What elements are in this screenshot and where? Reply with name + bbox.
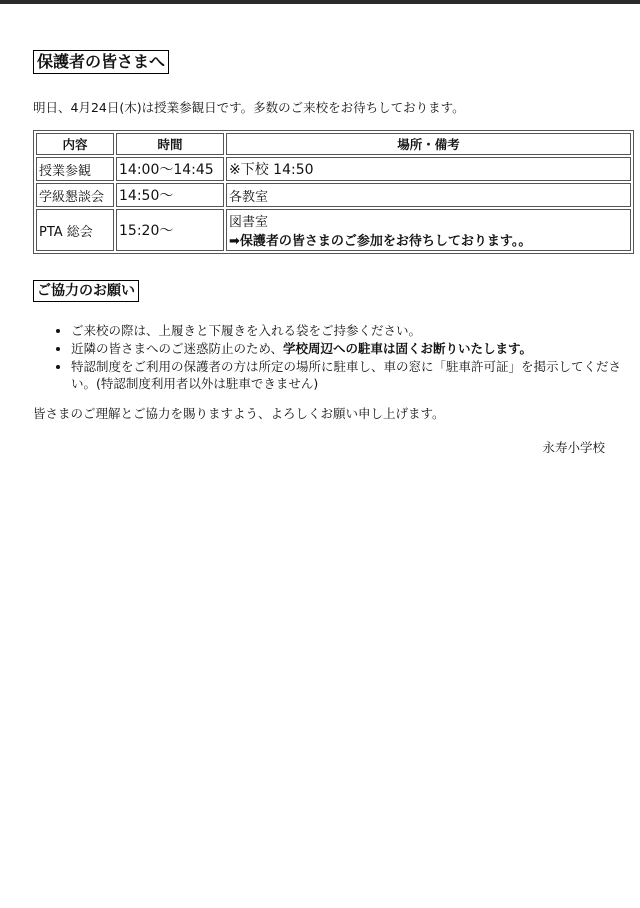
row-content: 学級懇談会	[36, 183, 114, 207]
top-bar	[0, 0, 640, 4]
school-signature: 永寿小学校	[542, 440, 605, 455]
document	[33, 50, 635, 456]
row-time: 14:50〜	[116, 183, 224, 207]
row-place: 各教室	[226, 183, 631, 207]
request-text: 近隣の皆さまへのご迷惑防止のため、	[71, 341, 284, 356]
schedule-table	[33, 130, 634, 254]
row-note: ➡保護者の皆さまのご参加をお待ちしております。。	[229, 234, 532, 249]
row-place-cell	[226, 209, 631, 251]
list-item	[71, 340, 635, 357]
table-header-row	[36, 133, 631, 155]
row-time: 14:00〜14:45	[116, 157, 224, 181]
request-bold-text: 学校周辺への駐車は固くお断りいたします。	[283, 341, 533, 356]
table-row	[36, 209, 631, 251]
row-place: ※下校 14:50	[226, 157, 631, 181]
table-row	[36, 157, 631, 181]
closing-text: 皆さまのご理解とご協力を賜りますよう、よろしくお願い申し上げます。	[33, 406, 445, 421]
row-content: 授業参観	[36, 157, 114, 181]
header-place: 場所・備考	[226, 133, 631, 155]
page-title: 保護者の皆さまへ	[33, 50, 169, 74]
requests-heading: ご協力のお願い	[33, 280, 139, 302]
row-place: 図書室	[229, 215, 269, 230]
header-time: 時間	[116, 133, 224, 155]
table-row	[36, 183, 631, 207]
row-time: 15:20〜	[116, 209, 224, 251]
request-text: ご来校の際は、上履きと下履きを入れる袋をご持参ください。	[71, 323, 422, 338]
requests-list	[33, 322, 635, 392]
intro-text: 明日、4月24日(木)は授業参観日です。多数のご来校をお待ちしております。	[33, 100, 465, 115]
row-content: PTA 総会	[36, 209, 114, 251]
request-text: 特認制度をご利用の保護者の方は所定の場所に駐車し、車の窓に「駐車許可証」を掲示してください。(特認制度利用者以外は駐車できません)	[71, 359, 622, 391]
list-item	[71, 322, 635, 339]
list-item	[71, 358, 635, 392]
header-content: 内容	[36, 133, 114, 155]
